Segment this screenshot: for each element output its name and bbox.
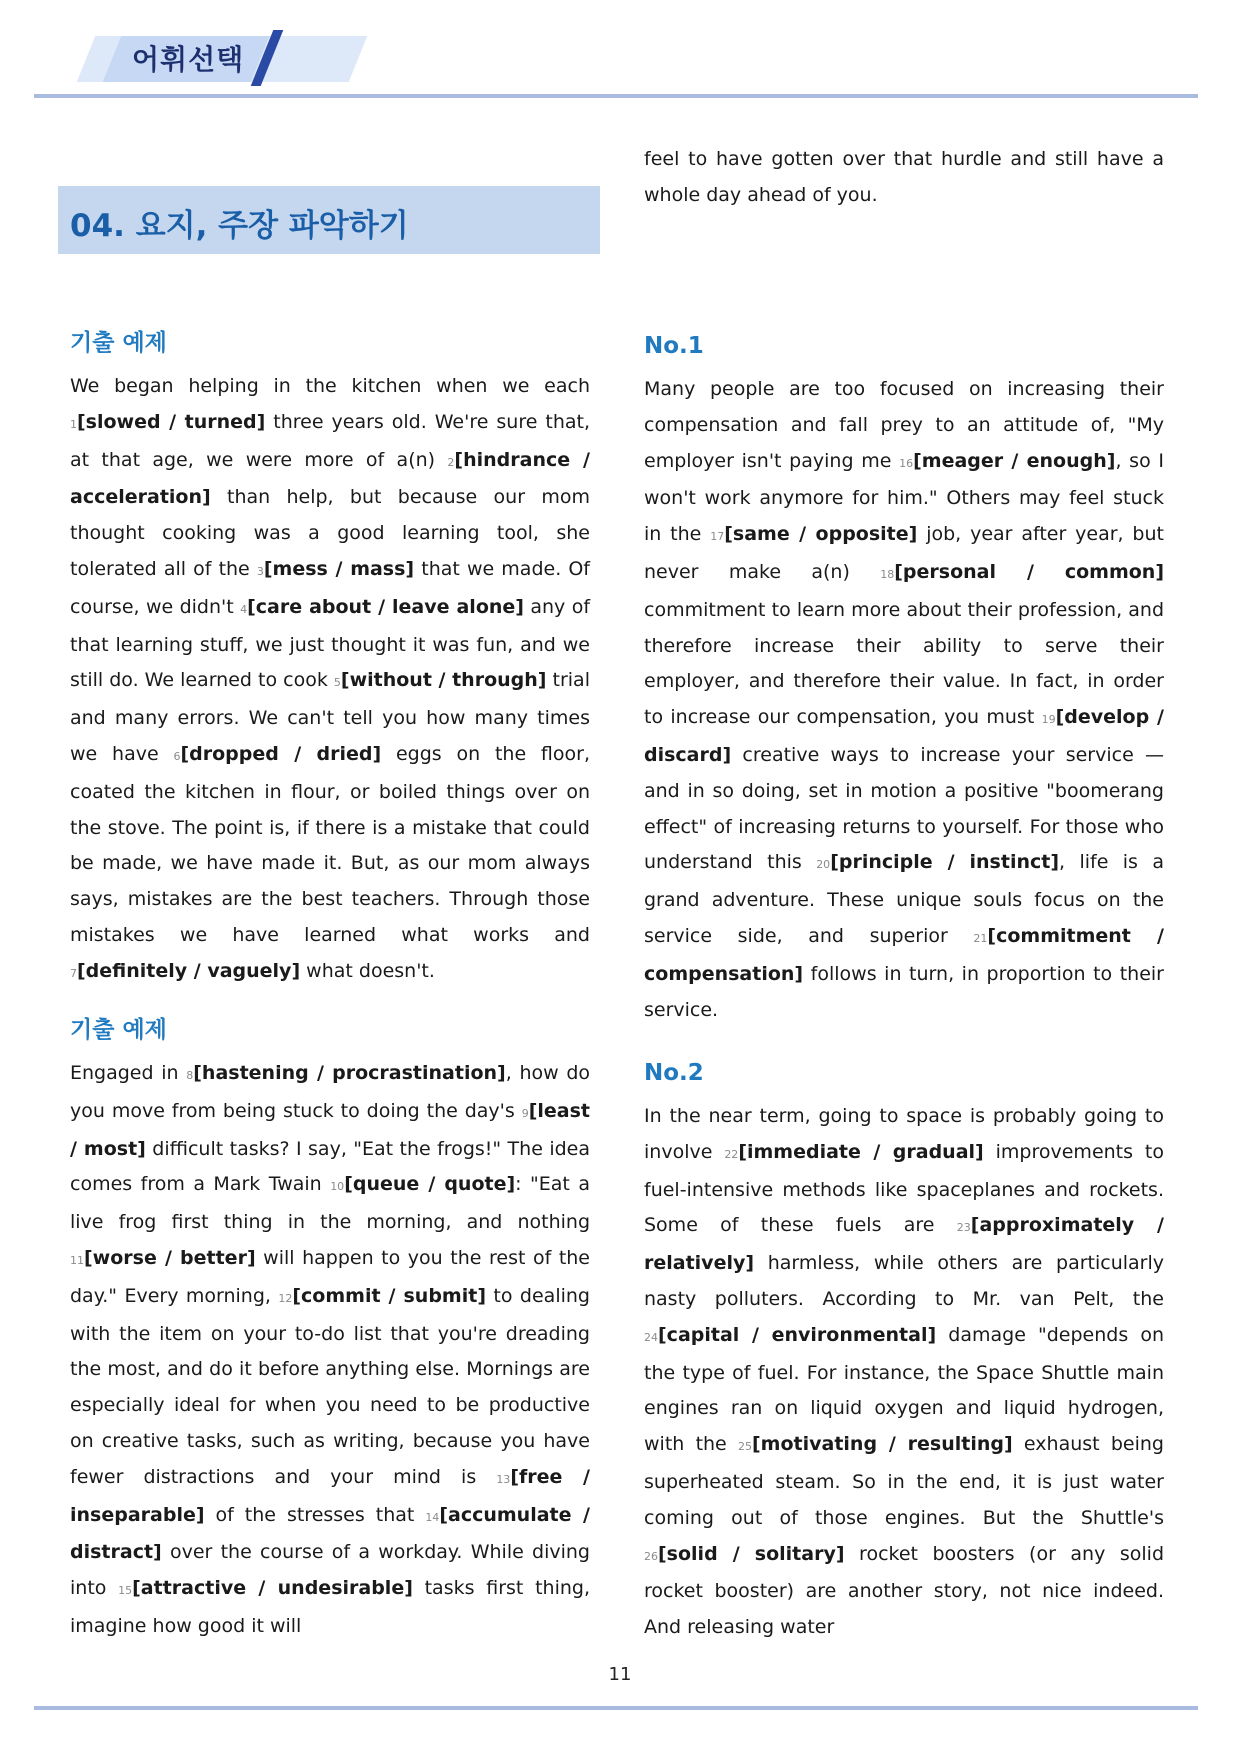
passage-text: , so I won't work anymore for him." Others may feel stuck in the <box>644 449 1164 546</box>
right-column-no2 <box>644 1062 1164 1646</box>
passage-text: of the stresses that <box>204 1503 426 1526</box>
word-choice: [hindrance / acceleration] <box>70 448 590 509</box>
blank-number: 11 <box>70 1253 84 1267</box>
blank-number: 8 <box>186 1069 194 1082</box>
word-choice: [meager / enough] <box>913 449 1116 472</box>
passage-text: In the near term, going to space is probably going to involve <box>644 1105 1164 1163</box>
page-number: 11 <box>608 1664 632 1685</box>
word-choice: [personal / common] <box>894 560 1165 583</box>
passage-text: any of that learning stuff, we just thought it was fun, and we still do. We learned to cook <box>70 595 591 692</box>
word-choice: [care about / leave alone] <box>247 595 524 618</box>
blank-number: 15 <box>118 1584 133 1598</box>
passage <box>644 372 1164 1028</box>
section-heading: 기출 예제 <box>70 1017 167 1043</box>
blank-number: 9 <box>521 1106 529 1120</box>
passage-text: exhaust being superheated steam. So in the end, it is just water coming out of those engines. But the Shuttle's <box>644 1433 1164 1529</box>
blank-number: 1 <box>70 417 77 431</box>
word-choice: [free / inseparable] <box>70 1465 590 1526</box>
passage-text: job, year after year, but never make a(n) <box>644 523 1164 583</box>
passage-text: three years old. We're sure that, at that age, we were more of a(n) <box>70 410 590 471</box>
passage <box>70 1056 590 1645</box>
section-heading: 기출 예제 <box>70 330 167 356</box>
blank-number: 6 <box>173 749 181 763</box>
bottom-divider <box>34 1706 1198 1710</box>
header-tab-label: 어휘선택 <box>132 43 245 76</box>
blank-number: 22 <box>724 1147 739 1161</box>
section-title-box <box>58 186 600 254</box>
word-choice: [commit / submit] <box>292 1284 486 1307</box>
passage-text: commitment to learn more about their profession, and therefore increase their ability to serve their employer, and therefore their value. In fact, in order to increase our compensation, you must <box>644 598 1164 729</box>
word-choice: [develop / discard] <box>644 706 1164 766</box>
blank-number: 5 <box>333 676 341 690</box>
passage-text: what doesn't. <box>300 959 435 982</box>
passage-text: over the course of a workday. While diving into <box>70 1541 590 1600</box>
blank-number: 16 <box>899 456 914 470</box>
word-choice: [slowed / turned] <box>77 410 266 433</box>
passage-text: , how do you move from being stuck to doing the day's <box>70 1062 591 1122</box>
blank-number: 2 <box>447 455 455 469</box>
blank-number: 21 <box>973 931 988 945</box>
blank-number: 13 <box>496 1472 511 1486</box>
word-choice: [principle / instinct] <box>830 851 1060 874</box>
continued-passage: feel to have gotten over that hurdle and still have a whole day ahead of you. <box>644 148 1164 206</box>
blank-number: 3 <box>256 564 264 578</box>
left-column-section-2 <box>70 1019 590 1645</box>
section-title: 04. 요지, 주장 파악하기 <box>70 208 409 244</box>
blank-number: 20 <box>816 858 831 872</box>
passage-text: that we made. Of course, we didn't <box>70 557 591 618</box>
word-choice: [solid / solitary] <box>658 1542 845 1565</box>
word-choice: [same / opposite] <box>724 523 918 546</box>
blank-number: 24 <box>644 1330 658 1344</box>
passage-text: eggs on the floor, coated the kitchen in flour, or boiled things over on the stove. The point is, if there is a mistake that could be made, we have made it. But, as our mom always says, mistakes are the best teachers. Through those mistakes we have learned what works and <box>70 742 590 946</box>
word-choice: [dropped / dried] <box>180 742 382 765</box>
passage <box>644 1099 1164 1646</box>
passage-text: Engaged in <box>70 1062 187 1084</box>
blank-number: 12 <box>278 1291 293 1305</box>
word-choice: [least / most] <box>70 1099 590 1160</box>
blank-number: 14 <box>425 1510 440 1524</box>
word-choice: [motivating / resulting] <box>752 1433 1013 1456</box>
blank-number: 10 <box>330 1180 345 1194</box>
section-heading: No.2 <box>644 1060 704 1086</box>
passage-text: harmless, while others are particularly nasty polluters. According to Mr. van Pelt, the <box>644 1252 1164 1310</box>
top-divider <box>34 94 1198 98</box>
blank-number: 26 <box>644 1549 658 1563</box>
passage-text: damage "depends on the type of fuel. For instance, the Space Shuttle main engines ran on liquid oxygen and liquid hydrogen, with the <box>644 1323 1164 1456</box>
word-choice: [worse / better] <box>84 1246 256 1269</box>
right-column-no1 <box>644 335 1164 1028</box>
word-choice: [immediate / gradual] <box>738 1140 984 1163</box>
passage-text: to dealing with the item on your to-do list that you're dreading the most, and do it before anything else. Mornings are especially ideal for when you need to be productive on creative tasks, such as writing, because you have fewer distractions and your mind is <box>70 1284 590 1488</box>
word-choice: [approximately / relatively] <box>644 1214 1164 1275</box>
word-choice: [hastening / procrastination] <box>193 1062 506 1084</box>
passage-text: tasks first thing, imagine how good it will <box>70 1577 590 1637</box>
passage-text: Many people are too focused on increasing their compensation and fall prey to an attitude of, "My employer isn't paying me <box>644 378 1164 472</box>
passage-text: improvements to fuel-intensive methods like spaceplanes and rockets. Some of these fuels are <box>644 1140 1165 1237</box>
passage-text: difficult tasks? I say, "Eat the frogs!" The idea comes from a Mark Twain <box>70 1137 590 1196</box>
blank-number: 19 <box>1041 713 1056 727</box>
passage-text: : "Eat a live frog first thing in the morning, and nothing <box>70 1173 590 1234</box>
passage-text: follows in turn, in proportion to their service. <box>644 962 1164 1021</box>
left-column-section-1 <box>70 332 590 992</box>
word-choice: [accumulate / distract] <box>70 1503 590 1564</box>
blank-number: 23 <box>956 1221 971 1235</box>
blank-number: 17 <box>710 530 725 544</box>
passage-text: We began helping in the kitchen when we each <box>70 375 590 397</box>
blank-number: 18 <box>880 567 895 581</box>
word-choice: [mess / mass] <box>263 557 415 580</box>
word-choice: [queue / quote] <box>344 1173 516 1196</box>
passage-text: rocket boosters (or any solid rocket booster) are another story, not nice indeed. And releasing water <box>644 1542 1165 1639</box>
passage <box>70 369 590 992</box>
word-choice: [attractive / undesirable] <box>132 1577 413 1600</box>
word-choice: [capital / environmental] <box>658 1323 937 1346</box>
passage-text: trial and many errors. We can't tell you how many times we have <box>70 669 590 765</box>
section-heading: No.1 <box>644 333 704 359</box>
right-column-continuation <box>644 142 1164 214</box>
word-choice: [without / through] <box>340 669 547 692</box>
passage-text: will happen to you the rest of the day." Every morning, <box>70 1246 591 1307</box>
passage-text: creative ways to increase your service — and in so doing, set in motion a positive "boomerang effect" of increasing returns to yourself. For those who understand this <box>644 743 1164 874</box>
blank-number: 4 <box>240 602 248 616</box>
blank-number: 25 <box>738 1440 752 1454</box>
blank-number: 7 <box>70 966 77 980</box>
passage-text: , life is a grand adventure. These unique souls focus on the service side, and superior <box>644 851 1164 947</box>
passage-text: than help, but because our mom thought cooking was a good learning tool, she tolerated all of the <box>70 486 590 580</box>
word-choice: [definitely / vaguely] <box>77 959 301 982</box>
word-choice: [commitment / compensation] <box>644 924 1164 985</box>
